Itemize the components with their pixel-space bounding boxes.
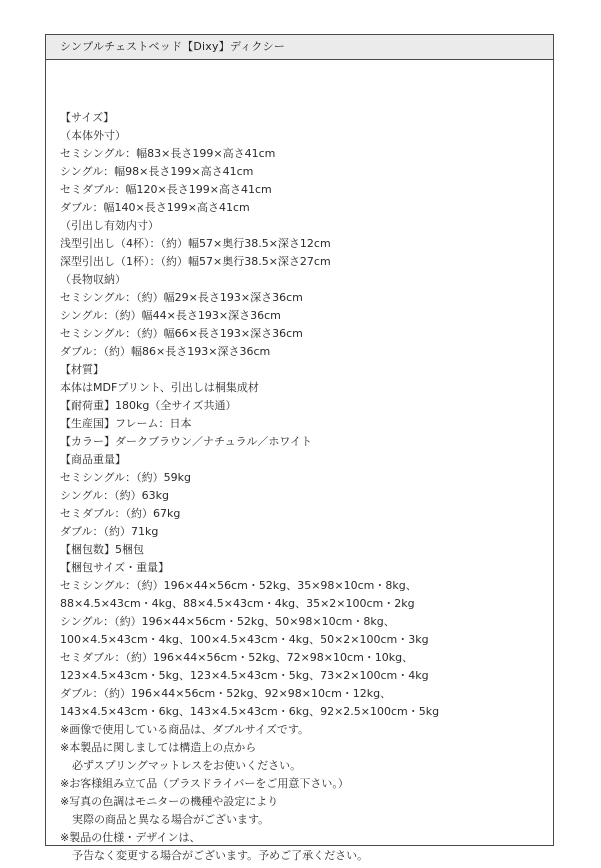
- spec-line: 143×4.5×43cm・6kg、143×4.5×43cm・6kg、92×2.5×100cm・5kg: [60, 705, 440, 718]
- spec-line: 88×4.5×43cm・4kg、88×4.5×43cm・4kg、35×2×100cm・2kg: [60, 597, 415, 610]
- spec-line: ※画像で使用している商品は、ダブルサイズです。: [60, 723, 310, 736]
- spec-line: 【材質】: [60, 363, 104, 376]
- spec-line: 【梱包サイズ・重量】: [60, 561, 170, 574]
- spec-line: セミシングル：幅83×長さ199×高さ41cm: [60, 147, 276, 160]
- spec-line: 実際の商品と異なる場合がございます。: [72, 813, 270, 826]
- spec-line: （長物収納）: [60, 273, 126, 286]
- spec-line: シングル：（約）196×44×56cm・52kg、50×98×10cm・8kg、: [60, 615, 395, 628]
- spec-line: 100×4.5×43cm・4kg、100×4.5×43cm・4kg、50×2×100cm・3kg: [60, 633, 429, 646]
- spec-line: シングル：幅98×長さ199×高さ41cm: [60, 165, 254, 178]
- spec-line: 浅型引出し（4杯）：（約）幅57×奥行38.5×深さ12cm: [60, 237, 331, 250]
- spec-line: シングル：（約）63kg: [60, 489, 170, 502]
- spec-line: （本体外寸）: [60, 129, 126, 142]
- spec-header: [46, 35, 553, 60]
- spec-line: 123×4.5×43cm・5kg、123×4.5×43cm・5kg、73×2×100cm・4kg: [60, 669, 429, 682]
- spec-line: （引出し有効内寸）: [60, 219, 159, 232]
- spec-line: セミシングル：（約）幅29×長さ193×深さ36cm: [60, 291, 303, 304]
- spec-line: 深型引出し（1杯）：（約）幅57×奥行38.5×深さ27cm: [60, 255, 331, 268]
- spec-line: セミダブル：（約）67kg: [60, 507, 181, 520]
- spec-table: [45, 34, 554, 862]
- spec-line: セミダブル：幅120×長さ199×高さ41cm: [60, 183, 272, 196]
- spec-line: 【商品重量】: [60, 453, 126, 466]
- spec-line: ※お客様組み立て品（プラスドライバーをご用意下さい。）: [60, 777, 349, 790]
- spec-line: セミシングル：（約）196×44×56cm・52kg、35×98×10cm・8kg、: [60, 579, 417, 592]
- spec-line: 【耐荷重】180kg（全サイズ共通）: [60, 399, 237, 412]
- spec-line: ダブル：（約）196×44×56cm・52kg、92×98×10cm・12kg、: [60, 687, 392, 700]
- spec-line: 【カラー】ダークブラウン／ナチュラル／ホワイト: [60, 435, 313, 448]
- spec-line: ダブル：幅140×長さ199×高さ41cm: [60, 201, 250, 214]
- spec-line: セミシングル：（約）59kg: [60, 471, 192, 484]
- spec-line: 予告なく変更する場合がございます。予めご了承ください。: [72, 849, 369, 862]
- spec-line: シングル：（約）幅44×長さ193×深さ36cm: [60, 309, 281, 322]
- spec-line: ※本製品に関しましては構造上の点から: [60, 741, 257, 754]
- spec-body: [46, 60, 553, 865]
- spec-line: 必ずスプリングマットレスをお使いください。: [72, 759, 302, 772]
- spec-line: ダブル：（約）幅86×長さ193×深さ36cm: [60, 345, 271, 358]
- spec-line: セミシングル：（約）幅66×長さ193×深さ36cm: [60, 327, 303, 340]
- spec-line: ダブル：（約）71kg: [60, 525, 159, 538]
- spec-line: ※製品の仕様・デザインは、: [60, 831, 201, 844]
- spec-line: ※写真の色調はモニターの機種や設定により: [60, 795, 279, 808]
- spec-line: セミダブル：（約）196×44×56cm・52kg、72×98×10cm・10kg、: [60, 651, 414, 664]
- spec-line: 【梱包数】5梱包: [60, 543, 144, 556]
- spec-line: 【生産国】フレーム：日本: [60, 417, 192, 430]
- spec-line: 本体はMDFプリント、引出しは桐集成材: [60, 381, 259, 394]
- product-title: シンプルチェストベッド【Dixy】ディクシー: [60, 40, 286, 53]
- spec-line: 【サイズ】: [60, 111, 115, 124]
